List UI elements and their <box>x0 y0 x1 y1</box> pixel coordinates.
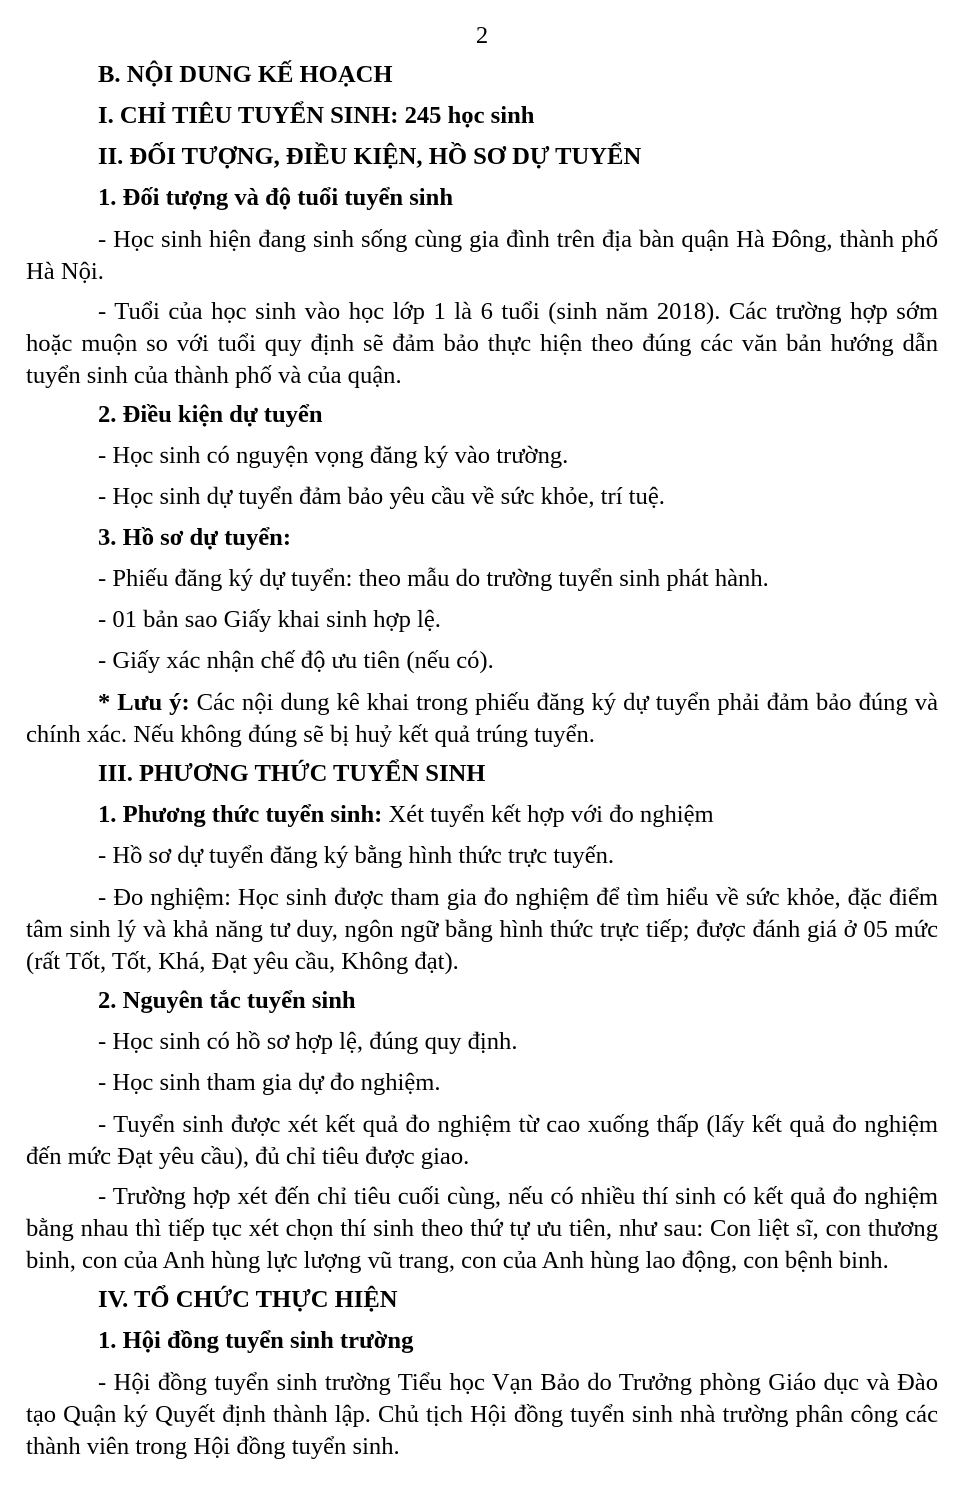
section-ii-heading: II. ĐỐI TƯỢNG, ĐIỀU KIỆN, HỒ SƠ DỰ TUYỂN <box>98 143 642 170</box>
list-item: - Giấy xác nhận chế độ ưu tiên (nếu có). <box>98 647 494 674</box>
section-b-heading: B. NỘI DUNG KẾ HOẠCH <box>98 61 393 88</box>
paragraph: - Trường hợp xét đến chỉ tiêu cuối cùng, nếu có nhiều thí sinh có kết quả đo nghiệm bằng nhau thì tiếp tục xét chọn thí sinh theo thứ tự ưu tiên, như sau: Con liệt sĩ, con thương binh, con của Anh hùng lực lượng vũ trang, con của Anh hùng lao động, con bệnh binh. <box>26 1183 938 1274</box>
subsection-iii-2-heading: 2. Nguyên tắc tuyển sinh <box>98 987 356 1014</box>
paragraph: - Học sinh hiện đang sinh sống cùng gia đình trên địa bàn quận Hà Đông, thành phố Hà Nội. <box>26 226 938 285</box>
list-item: - Học sinh có nguyện vọng đăng ký vào trường. <box>98 442 569 469</box>
note-paragraph <box>26 687 938 751</box>
paragraph: - Hội đồng tuyển sinh trường Tiểu học Vạn Bảo do Trưởng phòng Giáo dục và Đào tạo Quận ký Quyết định thành lập. Chủ tịch Hội đồng tuyển sinh nhà trường phân công các thành viên trong Hội đồng tuyển sinh. <box>26 1369 938 1460</box>
section-iv-heading: IV. TỔ CHỨC THỰC HIỆN <box>98 1286 398 1313</box>
paragraph: - Tuổi của học sinh vào học lớp 1 là 6 tuổi (sinh năm 2018). Các trường hợp sớm hoặc muộn so với tuổi quy định sẽ đảm bảo thực hiện theo đúng các văn bản hướng dẫn tuyển sinh của thành phố và của quận. <box>26 298 938 389</box>
section-i-heading: I. CHỈ TIÊU TUYỂN SINH: 245 học sinh <box>98 102 535 129</box>
list-item: - Phiếu đăng ký dự tuyển: theo mẫu do trường tuyển sinh phát hành. <box>98 565 769 592</box>
list-item: - Hồ sơ dự tuyển đăng ký bằng hình thức trực tuyến. <box>98 842 615 869</box>
list-item: - Học sinh có hồ sơ hợp lệ, đúng quy định. <box>98 1028 518 1055</box>
subsection-ii-1-heading: 1. Đối tượng và độ tuổi tuyển sinh <box>98 184 454 211</box>
subsection-iii-1-heading <box>26 800 938 830</box>
heading-text: Xét tuyển kết hợp với đo nghiệm <box>382 801 714 828</box>
subsection-ii-3-heading: 3. Hồ sơ dự tuyển: <box>98 524 292 551</box>
page-number: 2 <box>475 22 489 49</box>
subsection-ii-2-heading: 2. Điều kiện dự tuyển <box>98 401 323 428</box>
note-text: Các nội dung kê khai trong phiếu đăng ký dự tuyển phải đảm bảo đúng và chính xác. Nếu không đúng sẽ bị huỷ kết quả trúng tuyển. <box>26 689 938 748</box>
section-iii-heading: III. PHƯƠNG THỨC TUYỂN SINH <box>98 760 486 787</box>
heading-label: 1. Phương thức tuyển sinh: <box>98 801 383 828</box>
list-item: - 01 bản sao Giấy khai sinh hợp lệ. <box>98 606 441 633</box>
paragraph: - Tuyển sinh được xét kết quả đo nghiệm từ cao xuống thấp (lấy kết quả đo nghiệm đến mức Đạt yêu cầu), đủ chỉ tiêu được giao. <box>26 1111 938 1170</box>
list-item: - Học sinh tham gia dự đo nghiệm. <box>98 1069 441 1096</box>
subsection-iv-1-heading: 1. Hội đồng tuyển sinh trường <box>98 1327 414 1354</box>
list-item: - Học sinh dự tuyển đảm bảo yêu cầu về sức khỏe, trí tuệ. <box>98 483 665 510</box>
note-label: * Lưu ý: <box>98 689 190 716</box>
paragraph: - Đo nghiệm: Học sinh được tham gia đo nghiệm để tìm hiểu về sức khỏe, đặc điểm tâm sinh lý và khả năng tư duy, ngôn ngữ bằng hình thức trực tiếp; được đánh giá ở 05 mức (rất Tốt, Tốt, Khá, Đạt yêu cầu, Không đạt). <box>26 884 938 975</box>
